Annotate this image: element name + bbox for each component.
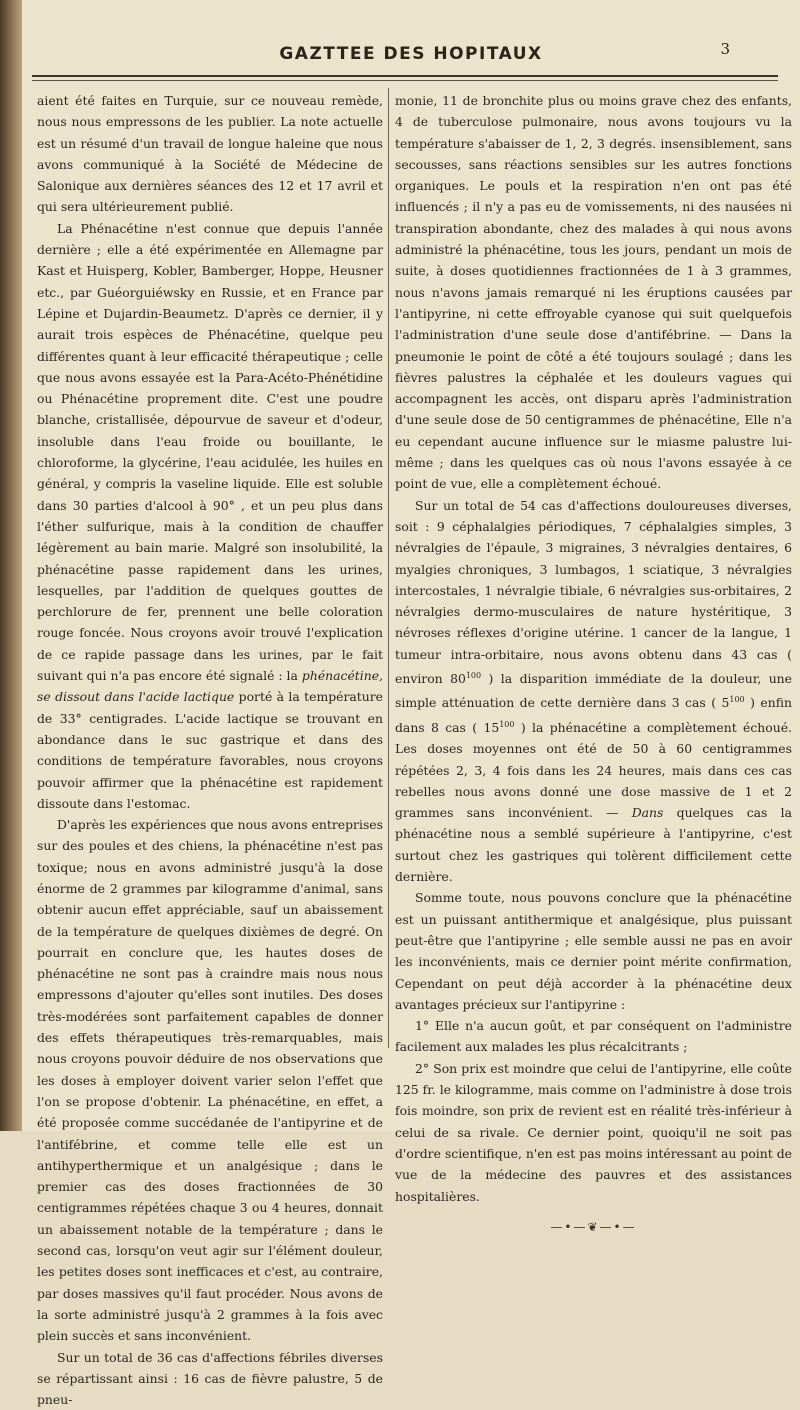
paragraph: Sur un total de 36 cas d'affections fébriles diverses se répartissant ainsi : 16 cas de fièvre palustre, 5 de pneu- xyxy=(37,1349,383,1408)
italic-text: Dans xyxy=(631,805,664,821)
paragraph: 1° Elle n'a aucun goût, et par conséquent on l'administre facilement aux malades les plus récalcitrants ; xyxy=(395,1018,792,1055)
text-run: ) enfin dans 8 cas ( 15 xyxy=(395,695,792,735)
text-run: ) la phénacétine a complètement échoué. Les doses moyennes ont été de 50 à 60 centigrammes répétées 2, 3, 4 fois dans les 24 heures, mais dans ces cas rebelles nous avons donné une dose massive de 1 et 2 grammes sans inconvénient. — xyxy=(395,719,792,821)
header-rule xyxy=(32,75,778,77)
journal-title: GAZTTEE DES HOPITAUX xyxy=(279,44,543,64)
superscript: 100 xyxy=(729,695,745,705)
page-number: 3 xyxy=(720,40,730,58)
paragraph xyxy=(395,495,792,888)
superscript: 100 xyxy=(465,671,482,681)
paragraph xyxy=(37,218,383,814)
right-column xyxy=(395,90,792,1238)
text-run: Sur un total de 54 cas d'affections douloureuses diverses, soit : 9 céphalalgies périodiques, 7 céphalalgies simples, 3 névralgies de l'épaule, 3 migraines, 3 névralgies dentaires, 6 myalgies chroniques, 3 lumbagos, 1 sciatique, 3 névralgies intercostales, 1 névralgie tibiale, 6 névralgies sus-orbitaires, 2 névralgies dermo-musculaires de nature hystéritique, 3 névroses réflexes d'origine utérine. 1 cancer de la langue, 1 tumeur intra-orbitaire, nous avons obtenu dans 43 cas ( environ 80 xyxy=(395,497,792,687)
italic-text: phénacétine, se dissout dans l'acide lactique xyxy=(37,668,383,705)
paragraph: D'après les expériences que nous avons entreprises sur des poules et des chiens, la phénacétine n'est pas toxique; nous en avons administré jusqu'à la dose énorme de 2 grammes par kilogramme d'animal, sans obtenir aucun effet appréciable, sauf un abaissement de la température de quelques dixièmes de degré. On pourrait en conclure que, les hautes doses de phénacétine ne sont pas à craindre mais nous nous empressons d'ajouter qu'elles sont inutiles. Des doses très-modérées sont parfaitement capables de donner des effets thérapeutiques très-remarquables, mais nous croyons pouvoir déduire de nos observations que les doses à employer doivent varier selon l'effet que l'on se propose d'obtenir. La phénacétine, en effet, a été proposée comme succédanée de l'antipyrine et de l'antifébrine, et comme telle elle est un antihyperthermique et un analgésique ; dans le premier cas des doses fractionnées de 30 centigrammes répétées chaque 3 ou 4 heures, donnait un abaissement notable de la température ; dans le second cas, lorsqu'on veut agir sur l'élément douleur, les petites doses sont inefficaces et c'est, au contraire, par doses massives qu'il faut procéder. Nous avons de la sorte administré jusqu'à 2 grammes à la fois avec plein succès et sans inconvénient. xyxy=(37,817,383,1344)
column-divider xyxy=(388,88,389,1048)
newspaper-page xyxy=(22,0,800,1408)
book-binding xyxy=(0,0,22,1131)
text-run: La Phénacétine n'est connue que depuis l'année dernière ; elle a été expérimentée en Allemagne par Kast et Huisperg, Kobler, Bamberger, Hoppe, Heusner etc., par Guéorguiéwsky en Russie, et en France par Lépine et Dujardin-Beaumetz. D'après ce dernier, il y aurait trois espèces de Phénacétine, quelque peu différentes quant à leur efficacité thérapeutique ; celle que nous avons essayée est la Para-Acéto-Phénétidine ou Phénacétine proprement dite. C'est une poudre blanche, cristallisée, dépourvue de saveur et d'odeur, insoluble dans l'eau froide ou bouillante, le chloroforme, la glycérine, l'eau acidulée, les huiles en général, y compris la vaseline liquide. Elle est soluble dans 30 parties d'alcool à 90° , et un peu plus dans l'éther sulfurique, mais à la condition de chauffer légèrement au bain marie. Malgré son insolubilité, la phénacétine passe rapidement dans les urines, lesquelles, par l'addition de quelques gouttes de perchlorure de fer, prennent une belle coloration rouge foncée. Nous croyons avoir trouvé l'explication de ce rapide passage dans les urines, par le fait suivant qui n'a pas encore été signalé : la xyxy=(37,220,383,684)
paragraph: Somme toute, nous pouvons conclure que la phénacétine est un puissant antithermique et analgésique, plus puissant peut-être que l'antipyrine ; elle semble aussi ne pas en avoir les inconvénients, mais ce dernier point mérite confirmation, Cependant on peut déjà accorder à la phénacétine deux avantages précieux sur l'antipyrine : xyxy=(395,890,792,1012)
text-run: ) la disparition immédiate de la douleur, une simple atténuation de cette dernière dans 3 cas ( 5 xyxy=(395,671,792,711)
text-run: quelques cas la phénacétine nous a semblé supérieure à l'antipyrine, c'est surtout chez les gastriques qui tolèrent difficilement cette dernière. xyxy=(395,805,792,885)
end-ornament: —•—❦—•— xyxy=(550,1219,637,1234)
left-column xyxy=(37,90,383,1410)
superscript: 100 xyxy=(499,719,515,729)
paragraph: monie, 11 de bronchite plus ou moins grave chez des enfants, 4 de tuberculose pulmonaire, nous avons toujours vu la température s'abaisser de 1, 2, 3 degrés. insensiblement, sans secousses, sans réactions sensibles sur les autres fonctions organiques. Le pouls et la respiration n'en ont pas été influencés ; il n'y a pas eu de vomissements, ni des nausées ni transpiration abondante, chez des malades à qui nous avons administré la phénacétine, tous les jours, pendant un mois de suite, à doses quotidiennes fractionnées de 1 à 3 grammes, nous n'avons jamais remarqué ni les éruptions causées par l'antipyrine, ni cette effroyable cyanose qui suit quelquefois l'administration d'une seule dose d'antifébrine. — Dans la pneumonie le point de côté a été toujours soulagé ; dans les fièvres palustres la céphalée et les douleurs vagues qui accompagnent les accès, ont disparu après l'administration d'une seule dose de 50 centigrammes de phénacétine, Elle n'a eu cependant aucune influence sur le miasme palustre lui-même ; dans les quelques cas où nous l'avons essayée à ce point de vue, elle a complètement échoué. xyxy=(395,93,792,492)
paragraph: aient été faites en Turquie, sur ce nouveau remède, nous nous empressons de les publier. La note actuelle est un résumé d'un travail de longue haleine que nous avons communiqué à la Société de Médecine de Salonique aux dernières séances des 12 et 17 avril et qui sera ultérieurement publié. xyxy=(37,93,383,215)
paragraph: 2° Son prix est moindre que celui de l'antipyrine, elle coûte 125 fr. le kilogramme, mais comme on l'administre à dose trois fois moindre, son prix de revient est en réalité très-inférieur à celui de sa rivale. Ce dernier point, quoiqu'il ne soit pas d'ordre scientifique, n'en est pas moins intéressant au point de vue de la médecine des pauvres et des assistances hospitalières. xyxy=(395,1060,792,1204)
masthead xyxy=(22,40,800,68)
text-run: porté à la température de 33° centigrades. L'acide lactique se trouvant en abondance dans le suc gastrique et dans des conditions de température favorables, nous croyons pouvoir affirmer que la phénacétine est rapidement dissoute dans l'estomac. xyxy=(37,689,383,811)
header-rule-thin xyxy=(32,80,778,81)
